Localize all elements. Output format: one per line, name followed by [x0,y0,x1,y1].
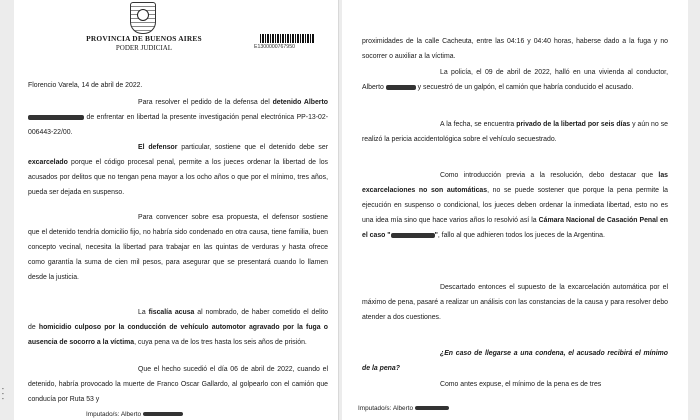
redacted-name [386,85,416,90]
judicial-branch: PODER JUDICIAL [115,44,173,52]
paragraph-detention: A la fecha, se encuentra privado de la libertad por seis días y aún no se realizó la pericia accidentológica sobre el vehículo secuestrado. [362,121,668,143]
province-coat-of-arms-icon [130,2,156,34]
province-name: PROVINCIA DE BUENOS AIRES [86,34,202,43]
redacted-name [415,406,449,410]
barcode-icon [260,34,314,43]
date-line: Florencio Varela, 14 de abril de 2022. [28,82,143,89]
paragraph-arguments: Para convencer sobre esa propuesta, el defensor sostiene que el detenido tendría domicilio fijo, no habría sido condenado en otra causa, tiene familia, buen concepto vecinal, necesita la libertad para trabajar en las quintas de verduras y hasta ofrece como garantía la suma de cien mil pesos, para asegurar que se presentará cuando lo llamen desde la justicia. [28,214,328,281]
paragraph-location: proximidades de la calle Cacheuta, entre las 04:16 y 04:40 horas, haberse dado a la fuga y no socorrer o auxiliar a la víctima. [362,38,668,60]
paragraph-defense: El defensor particular, sostiene que el detenido debe ser excarcelado porque el código procesal penal, permite a los jueces ordenar la libertad de los acusados por delitos que no tengan pena mayor a los ocho años o que por el mínimo, tres años, pueda ser dejada en suspenso. [28,144,329,196]
footer-defendant: Imputado/s: Alberto [86,411,183,418]
paragraph-prosecution: La fiscalía acusa al nombrado, de haber cometido el delito de homicidio culposo por la conducción de vehículo automotor agravado por la fuga o ausencia de socorro a la víctima, cuya pena va de los tres hasta los seis años de prisión. [28,309,328,346]
redacted-name [143,412,183,416]
redacted-name [28,115,84,120]
side-margin-marks: ▪ ▪ ▪ [2,386,4,401]
footer-defendant: Imputado/s: Alberto [358,405,449,412]
paragraph-analysis: Descartado entonces el supuesto de la excarcelación automática por el máximo de pena, pasaré a realizar un análisis con las constancias de la causa y para resolver debo atender a dos cuestiones. [362,284,668,321]
paragraph-minimum-penalty: Como antes expuse, el mínimo de la pena es de tres [440,381,602,388]
redacted-case-name [391,233,435,238]
paragraph-facts: Que el hecho sucedió el día 06 de abril de 2022, cuando el detenido, habría provocado la muerte de Franco Oscar Gallardo, al golpearlo con el camión que conducía por Ruta 53 y [28,366,328,403]
barcode-number: E1300000767950 [254,44,295,50]
document-page-right [342,0,688,420]
paragraph-introduction: Como introducción previa a la resolución, debo destacar que las excarcelaciones no son automáticas, no se puede sostener que porque la pena permite la ejecución en suspenso o condicional, los jueces deben ordenar la inmediata libertad, esto no es una idea mía sino que hace varios años lo resolvió así la Cámara Nacional de Casación Penal en el caso " ", fallo al que adhieren todos los jueces de la Argentina. [362,172,668,239]
paragraph-request: Para resolver el pedido de la defensa del detenido Alberto de enfrentar en libertad la presente investigación penal electrónica PP-13-02-006443-22/00. [28,99,328,136]
document-page-left [14,0,339,420]
paragraph-question: ¿En caso de llegarse a una condena, el acusado recibirá el mínimo de la pena? [362,350,668,372]
paragraph-police: La policía, el 09 de abril de 2022, halló en una vivienda al conductor, Alberto y secuestró de un galpón, el camión que habría conducido el acusado. [362,69,668,91]
